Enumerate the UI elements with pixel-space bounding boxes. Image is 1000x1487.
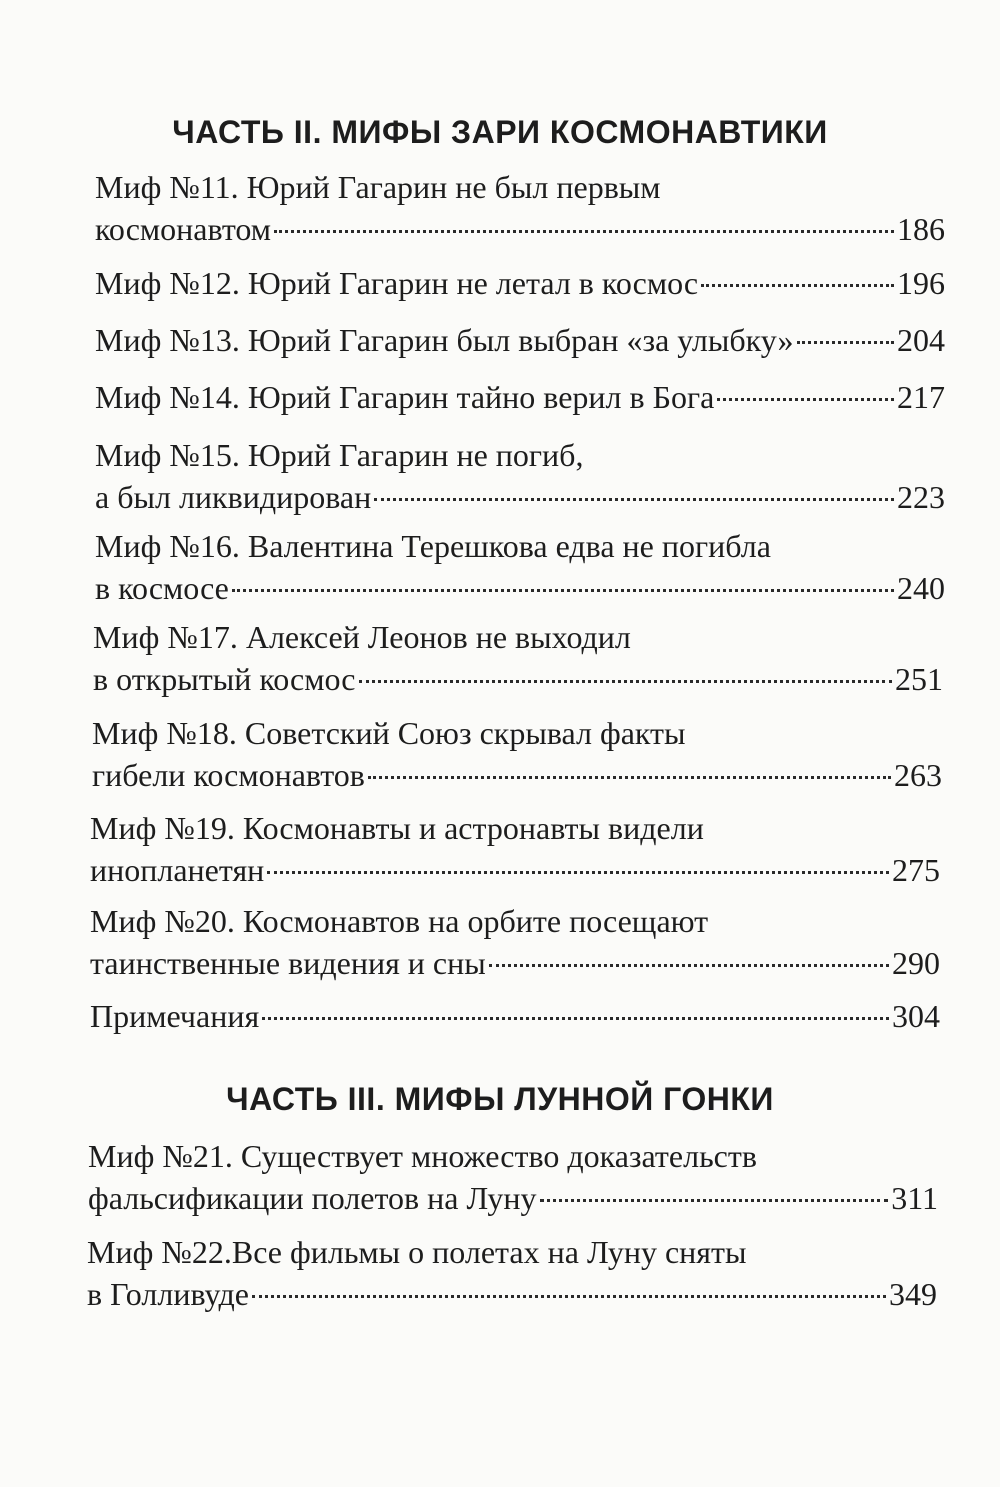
entry-title: Миф №16. Валентина Терешкова едва не погибла xyxy=(95,528,771,564)
entry-title: Миф №17. Алексей Леонов не выходил xyxy=(93,619,631,655)
toc-entry xyxy=(92,712,942,796)
entry-title: Миф №21. Существует множество доказательств xyxy=(88,1138,757,1174)
entry-title: в Голливуде xyxy=(87,1276,249,1312)
entry-title: Миф №11. Юрий Гагарин не был первым xyxy=(95,169,661,205)
entry-title: Миф №15. Юрий Гагарин не погиб, xyxy=(95,437,584,473)
toc-entry xyxy=(95,262,945,304)
toc-entry xyxy=(90,900,940,984)
page-number: 263 xyxy=(894,757,942,793)
entry-title: Миф №22.Все фильмы о полетах на Луну сняты xyxy=(87,1234,747,1270)
toc-entry xyxy=(87,1231,937,1315)
entry-title: Миф №19. Космонавты и астронавты видели xyxy=(90,810,704,846)
entry-title: Миф №12. Юрий Гагарин не летал в космос xyxy=(95,265,699,301)
entry-title: космонавтом xyxy=(95,211,272,247)
entry-title: Миф №13. Юрий Гагарин был выбран «за улыбку» xyxy=(95,322,794,358)
entry-title: таинственные видения и сны xyxy=(90,945,486,981)
dot-leader xyxy=(267,871,889,874)
entry-title: Миф №20. Космонавтов на орбите посещают xyxy=(90,903,709,939)
page-number: 275 xyxy=(892,852,940,888)
dot-leader xyxy=(374,498,894,501)
dot-leader xyxy=(252,1295,886,1298)
page-number: 217 xyxy=(897,379,945,415)
dot-leader xyxy=(797,341,894,344)
entry-title: в космосе xyxy=(95,570,229,606)
entry-title: а был ликвидирован xyxy=(95,479,372,515)
entry-title: фальсификации полетов на Луну xyxy=(88,1180,537,1216)
toc-entry xyxy=(93,616,943,700)
dot-leader xyxy=(232,589,894,592)
page-number: 290 xyxy=(892,945,940,981)
entry-title: Миф №18. Советский Союз скрывал факты xyxy=(92,715,686,751)
dot-leader xyxy=(262,1017,889,1020)
dot-leader xyxy=(368,776,891,779)
page-number: 204 xyxy=(897,322,945,358)
part-2-heading: ЧАСТЬ II. МИФЫ ЗАРИ КОСМОНАВТИКИ xyxy=(172,114,828,150)
toc-entry xyxy=(95,525,945,609)
dot-leader xyxy=(717,398,894,401)
page-number: 240 xyxy=(897,570,945,606)
toc-entry xyxy=(95,434,945,518)
toc-entry xyxy=(90,995,940,1037)
dot-leader xyxy=(359,680,893,683)
page-number: 311 xyxy=(891,1180,938,1216)
dot-leader xyxy=(274,230,894,233)
entry-title: гибели космонавтов xyxy=(92,757,365,793)
page-number: 186 xyxy=(897,211,945,247)
page-number: 349 xyxy=(889,1276,937,1312)
dot-leader xyxy=(540,1199,889,1202)
page-number: 223 xyxy=(897,479,945,515)
entry-title: инопланетян xyxy=(90,852,265,888)
toc-entry xyxy=(95,319,945,361)
entry-title: Примечания xyxy=(90,998,260,1034)
page-number: 304 xyxy=(892,998,940,1034)
dot-leader xyxy=(489,964,889,967)
toc-entry xyxy=(88,1135,938,1219)
page-number: 251 xyxy=(895,661,943,697)
entry-title: Миф №14. Юрий Гагарин тайно верил в Бога xyxy=(95,379,715,415)
entry-title: в открытый космос xyxy=(93,661,356,697)
part-3-heading: ЧАСТЬ III. МИФЫ ЛУННОЙ ГОНКИ xyxy=(226,1081,774,1117)
dot-leader xyxy=(701,284,894,287)
toc-entry xyxy=(95,166,945,250)
page-number: 196 xyxy=(897,265,945,301)
toc-entry xyxy=(95,376,945,418)
toc-entry xyxy=(90,807,940,891)
